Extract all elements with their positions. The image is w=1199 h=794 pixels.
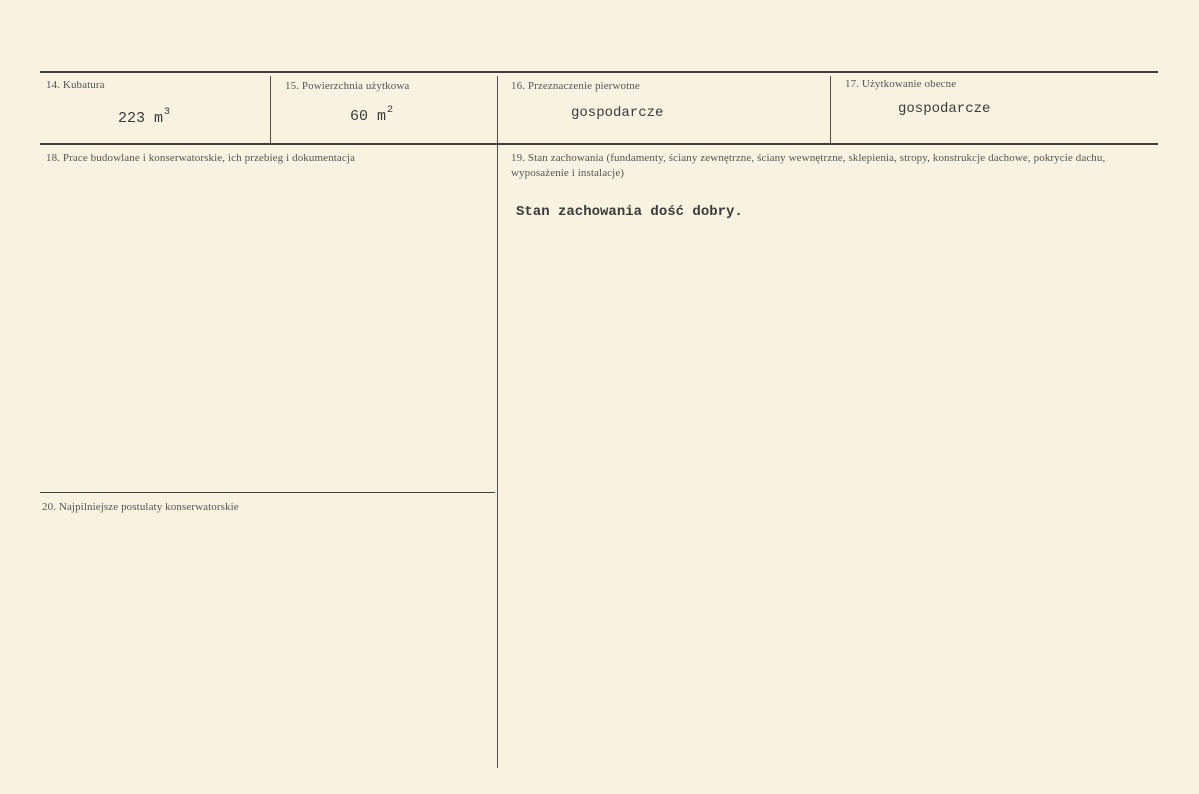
field-16-value: gospodarcze — [571, 105, 664, 121]
field-15-number: 60 m — [350, 108, 387, 125]
section-divider — [40, 492, 495, 493]
field-17-label: 17. Użytkowanie obecne — [845, 78, 957, 90]
col-divider-15-16 — [497, 76, 498, 143]
col-divider-16-17 — [830, 76, 831, 143]
field-14-label: 14. Kubatura — [46, 79, 105, 91]
field-19-value: Stan zachowania dość dobry. — [516, 204, 743, 220]
field-15-label: 15. Powierzchnia użytkowa — [285, 80, 410, 92]
field-18-label: 18. Prace budowlane i konserwatorskie, ich przebieg i dokumentacja — [46, 152, 355, 164]
field-14-number: 223 m — [118, 110, 164, 127]
field-20-label: 20. Najpilniejsze postulaty konserwatorskie — [42, 501, 239, 513]
field-16-label: 16. Przeznaczenie pierwotne — [511, 80, 640, 92]
field-17-value: gospodarcze — [898, 101, 991, 117]
top-rule — [40, 71, 1158, 73]
row-divider — [40, 143, 1158, 145]
col-divider-14-15 — [270, 76, 271, 143]
field-14-exponent: 3 — [164, 107, 171, 118]
field-15-exponent: 2 — [387, 105, 394, 116]
field-15-value — [350, 105, 394, 125]
field-14-value — [118, 107, 171, 127]
col-divider-main — [497, 145, 498, 768]
field-19-label: 19. Stan zachowania (fundamenty, ściany zewnętrzne, ściany wewnętrzne, sklepienia, stropy, konstrukcje dachowe, pokrycie dachu, wyposażenie i instalacje) — [511, 152, 1106, 179]
